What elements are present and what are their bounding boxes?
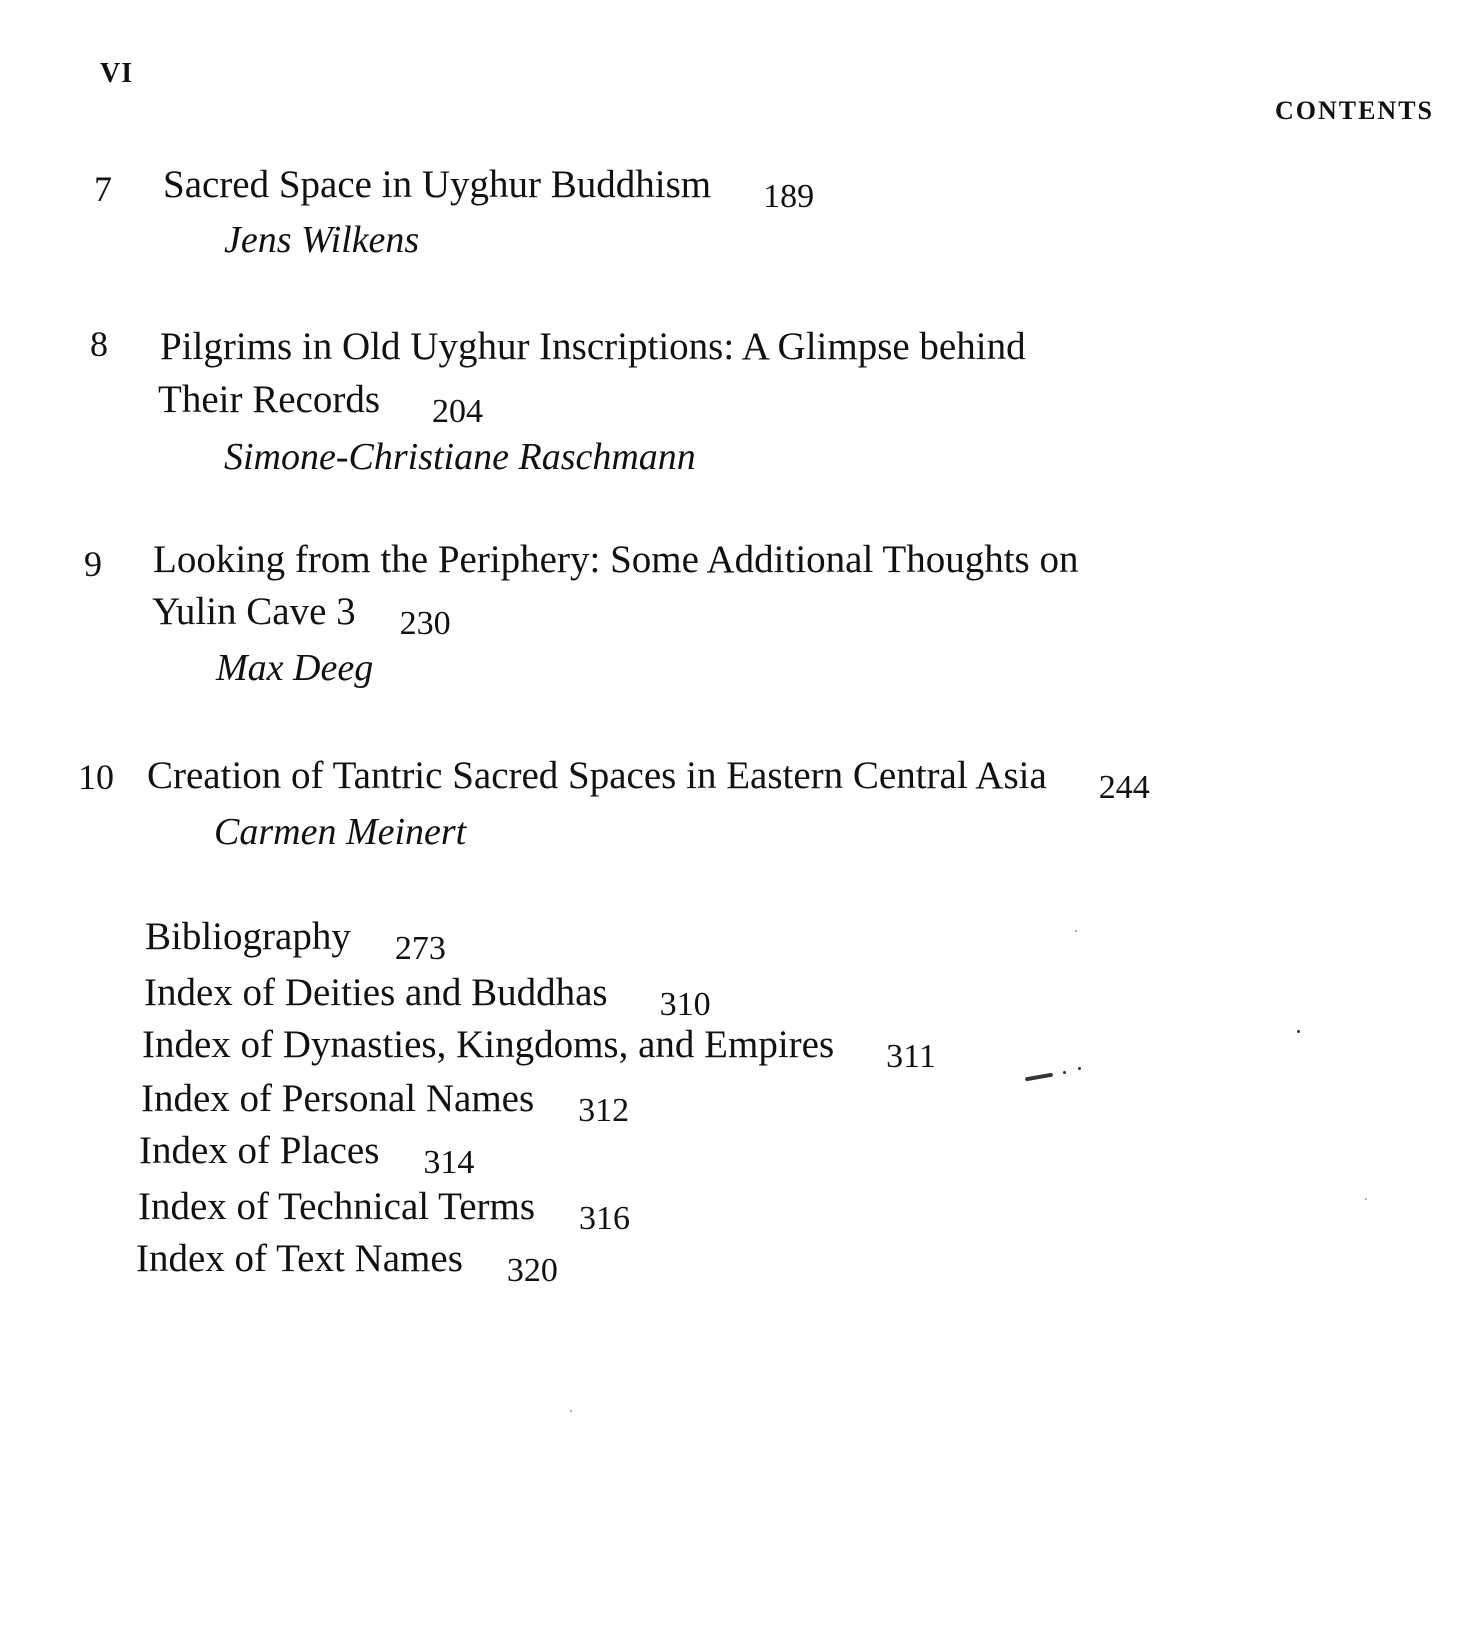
chapter-title-line-1: Looking from the Periphery: Some Additional Thoughts on (153, 538, 1079, 581)
backmatter-item-index-deities (144, 970, 711, 1023)
backmatter-page-number: 273 (394, 930, 446, 967)
chapter-title-line-2 (158, 378, 484, 430)
scan-speck (1025, 1073, 1053, 1082)
chapter-number: 8 (90, 324, 108, 364)
backmatter-item-bibliography (145, 914, 446, 967)
chapter-number: 7 (94, 169, 112, 209)
backmatter-page-number: 316 (579, 1200, 631, 1237)
chapter-author: Max Deeg (216, 647, 374, 689)
backmatter-title: Index of Personal Names (141, 1077, 535, 1120)
scan-speck (1078, 1067, 1081, 1070)
chapter-title-line-1: Pilgrims in Old Uyghur Inscriptions: A Glimpse behind (160, 325, 1026, 368)
chapter-page-number: 204 (432, 393, 484, 430)
backmatter-item-index-places (139, 1128, 475, 1181)
backmatter-item-index-personal-names (141, 1076, 630, 1129)
chapter-author: Simone-Christiane Raschmann (224, 436, 696, 478)
chapter-author: Jens Wilkens (224, 219, 420, 261)
backmatter-item-index-text-names (136, 1236, 558, 1289)
scan-speck (1365, 1198, 1367, 1200)
scan-speck (1075, 930, 1077, 932)
chapter-title-text: Their Records (158, 378, 381, 421)
backmatter-title: Index of Technical Terms (138, 1185, 536, 1228)
backmatter-title: Index of Places (139, 1129, 380, 1172)
chapter-number: 9 (84, 544, 102, 584)
scan-speck (570, 1410, 572, 1412)
chapter-number: 10 (78, 757, 114, 797)
backmatter-page-number: 314 (423, 1144, 475, 1181)
backmatter-page-number: 320 (506, 1252, 558, 1289)
chapter-page-number: 230 (399, 605, 451, 642)
scan-speck (1297, 1030, 1300, 1033)
backmatter-page-number: 312 (578, 1092, 630, 1129)
backmatter-item-index-dynasties (142, 1022, 936, 1075)
backmatter-title: Bibliography (145, 915, 351, 958)
folio: VI (100, 58, 134, 89)
scan-speck (1063, 1071, 1066, 1074)
backmatter-title: Index of Text Names (136, 1237, 463, 1280)
chapter-title-text: Creation of Tantric Sacred Spaces in Eastern Central Asia (147, 754, 1047, 797)
backmatter-title: Index of Deities and Buddhas (144, 971, 608, 1014)
chapter-title (147, 754, 1150, 806)
chapter-page-number: 189 (763, 178, 815, 215)
chapter-title (163, 163, 815, 215)
backmatter-page-number: 310 (659, 986, 711, 1023)
backmatter-title: Index of Dynasties, Kingdoms, and Empires (142, 1023, 835, 1066)
chapter-author: Carmen Meinert (214, 811, 467, 853)
chapter-page-number: 244 (1098, 769, 1150, 806)
chapter-title-text: Sacred Space in Uyghur Buddhism (163, 163, 712, 206)
running-head: CONTENTS (1274, 96, 1434, 125)
backmatter-item-index-technical-terms (138, 1184, 631, 1237)
chapter-title-text: Yulin Cave 3 (152, 590, 356, 633)
chapter-title-line-2 (152, 590, 451, 642)
backmatter-page-number: 311 (886, 1038, 936, 1075)
